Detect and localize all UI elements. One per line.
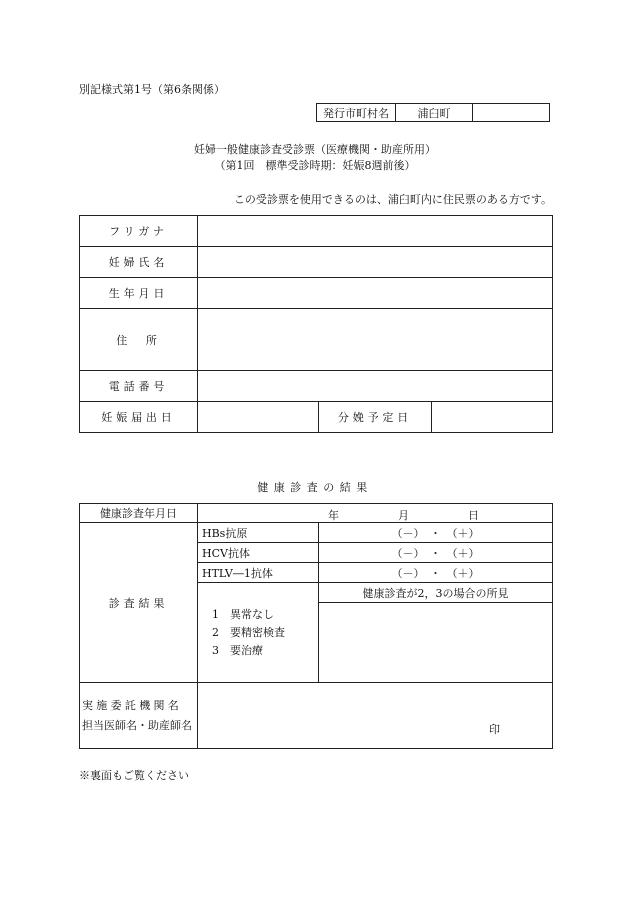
due-date-field[interactable]: [432, 402, 553, 433]
form-title: 妊婦一般健康診査受診票（医療機関・助産所用）: [194, 143, 436, 156]
eligibility-notice: この受診票を使用できるのは、浦臼町内に住民票のある方です。: [233, 193, 552, 206]
due-date-label: 分娩予定日: [319, 402, 432, 433]
year-unit: 年: [328, 509, 339, 522]
institution-doctor-field[interactable]: [198, 683, 553, 749]
name-label: 妊婦氏名: [80, 247, 198, 278]
issuer-value: 浦臼町: [396, 104, 473, 122]
address-field[interactable]: [198, 309, 553, 371]
test-htlv-name: HTLV―1抗体: [198, 563, 319, 583]
test-hbs-options[interactable]: （－） ・ （＋）: [319, 523, 553, 543]
form-subtitle: （第1回 標準受診時期：妊娠8週前後）: [214, 159, 416, 172]
form-id: 別記様式第1号（第6条関係）: [79, 83, 225, 96]
institution-doctor-labels: [80, 683, 198, 749]
exam-date-label: 健康診査年月日: [80, 504, 198, 523]
personal-info-table: [79, 215, 553, 433]
exam-results-table: [79, 503, 553, 749]
pregnancy-report-date-label: 妊娠届出日: [80, 402, 198, 433]
address-label: 住 所: [80, 309, 198, 371]
footer-note: ※裏面もご覧ください: [79, 769, 189, 782]
exam-date-field[interactable]: [198, 504, 553, 523]
doctor-label: 担当医師名・助産師名: [82, 718, 192, 732]
seal-mark: 印: [489, 723, 500, 736]
issuer-box: [316, 103, 550, 122]
pregnancy-report-date-field[interactable]: [198, 402, 319, 433]
result-option-2[interactable]: 2 要精密検査: [212, 625, 285, 639]
furigana-label: フリガナ: [80, 216, 198, 247]
birthdate-label: 生年月日: [80, 278, 198, 309]
birthdate-field[interactable]: [198, 278, 553, 309]
month-unit: 月: [398, 509, 409, 522]
furigana-field[interactable]: [198, 216, 553, 247]
name-field[interactable]: [198, 247, 553, 278]
findings-label: 健康診査が2，3の場合の所見: [319, 583, 553, 603]
issuer-blank: [473, 104, 550, 122]
test-hbs-name: HBs抗原: [198, 523, 319, 543]
section-title: 健康診査の結果: [257, 481, 373, 494]
phone-field[interactable]: [198, 371, 553, 402]
day-unit: 日: [468, 509, 479, 522]
test-htlv-options[interactable]: （－） ・ （＋）: [319, 563, 553, 583]
test-hcv-name: HCV抗体: [198, 543, 319, 563]
result-option-3[interactable]: 3 要治療: [212, 643, 263, 657]
phone-label: 電話番号: [80, 371, 198, 402]
findings-field[interactable]: [319, 603, 553, 683]
test-hcv-options[interactable]: （－） ・ （＋）: [319, 543, 553, 563]
institution-label: 実施委託機関名: [82, 698, 183, 712]
result-option-1[interactable]: 1 異常なし: [212, 607, 274, 621]
exam-result-label: 診査結果: [80, 523, 198, 683]
result-options: [198, 583, 319, 683]
issuer-label: 発行市町村名: [317, 104, 396, 122]
